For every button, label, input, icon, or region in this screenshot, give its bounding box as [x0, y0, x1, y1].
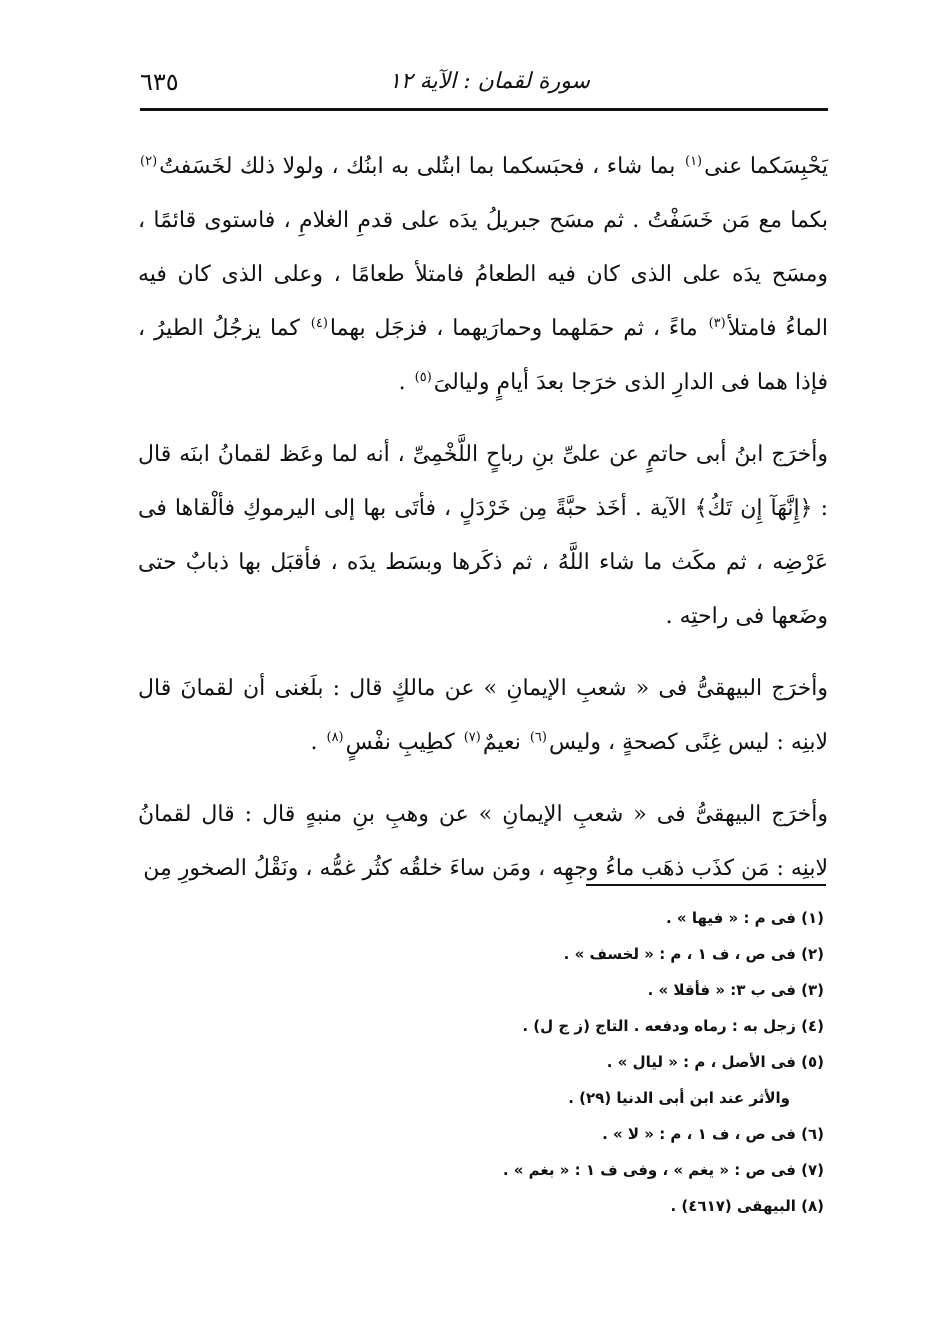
text-run: ماءً ، ثم حمَلهما وحمارَيهما ، فزجَل بهما	[329, 316, 707, 341]
footnote: (١) فى م : « فيها » .	[666, 909, 824, 927]
paragraph	[138, 662, 828, 770]
footnote: (٣) فى ب ٣: « فأقلا » .	[647, 981, 824, 999]
footnote-ref: (٤)	[310, 315, 328, 331]
footnote: (٤) زجل به : رماه ودفعه . التاج (ز ج ل) .	[522, 1017, 824, 1035]
footnote-ref: (٦)	[529, 729, 547, 745]
text-run: كطِيبِ نفْسٍ	[345, 730, 462, 755]
footnote: (٦) فى ص ، ف ١ ، م : « لا » .	[602, 1125, 824, 1143]
running-title: سورة لقمان : الآية ١٢	[389, 69, 590, 94]
paragraph: وأخرَج ابنُ أبى حاتمٍ عن علىِّ بنِ رباحٍ اللَّخْمِىِّ ، أنه لما وعَظ لقمانُ ابنَه قال : ﴿إِنَّهَآ إِن تَكُ﴾ الآية . أخَذ حبَّةً مِن خَرْدَلٍ ، فأتَى بها إلى اليرموكِ فألْقاها فى عَرْضِه ، ثم مكَث ما شاء اللَّهُ ، ثم ذكَرها وبسَط يدَه ، فأقبَل بها ذبابٌ حتى وضَعها فى راحتِه .	[138, 442, 828, 629]
footnote-ref: (٥)	[414, 369, 432, 385]
page-header	[140, 62, 820, 102]
text-run: .	[398, 370, 413, 395]
text-run: بكما مع مَن خَسَفْتُ . ثم مسَح جبريلُ يدَه على قدمِ الغلامِ ، فاستوى قائمًا ، ومسَح يدَه على الذى كان فيه الطعامُ فامتلأ طعامًا ، وعلى الذى كان فيه الماءُ فامتلأ	[138, 208, 828, 341]
page-number: ٦٣٥	[140, 68, 179, 96]
paragraph: وأخرَج البيهقىُّ فى « شعبِ الإيمانِ » عن وهبِ بنِ منبهٍ قال : قال لقمانُ لابنِه : مَن كذَب ذهَب ماءُ وجهِه ، ومَن ساءَ خلقُه كثُر غمُّه ، ونَقْلُ الصخورِ مِن	[138, 802, 828, 881]
text-run: .	[310, 730, 325, 755]
text-run: كما يزجُلُ الطيرُ ، فإذا هما فى الدارِ الذى خرَجا بعدَ أيامٍ وليالىَ	[138, 316, 828, 395]
footnote-rule	[586, 884, 826, 886]
header-rule	[140, 108, 828, 111]
footnote: (٨) البيهقى (٤٦١٧) .	[670, 1197, 824, 1215]
footnote: (٥) فى الأصل ، م : « ليال » .	[606, 1053, 824, 1071]
main-text	[138, 140, 828, 914]
footnotes	[300, 900, 824, 1224]
paragraph	[138, 140, 828, 410]
footnote-ref: (٨)	[326, 729, 344, 745]
footnote: (٧) فى ص : « يغم » ، وفى ف ١ : « بغم » .	[502, 1161, 824, 1179]
text-run: بما شاء ، فحبَسكما بما ابتُلى به ابنُك ، ولولا ذلك لخَسَفتُ	[159, 154, 683, 179]
text-run: وأخرَج البيهقىُّ فى « شعبِ الإيمانِ » عن مالكٍ قال : بلَغنى أن لقمانَ قال لابنِه : ليس غِنًى كصحةٍ ، وليس	[138, 676, 828, 755]
text-run: يَحْبِسَكما عنى	[704, 154, 828, 179]
footnote-ref: (١)	[684, 153, 703, 169]
footnote-ref: (٣)	[708, 315, 726, 331]
text-run: نعيمٌ	[482, 730, 528, 755]
footnote-ref: (٧)	[463, 729, 481, 745]
footnote: (٢) فى ص ، ف ١ ، م : « لخسف » .	[563, 945, 824, 963]
footnote: والأثر عند ابن أبى الدنيا (٢٩) .	[568, 1089, 790, 1107]
footnote-ref: (٢)	[140, 153, 158, 169]
